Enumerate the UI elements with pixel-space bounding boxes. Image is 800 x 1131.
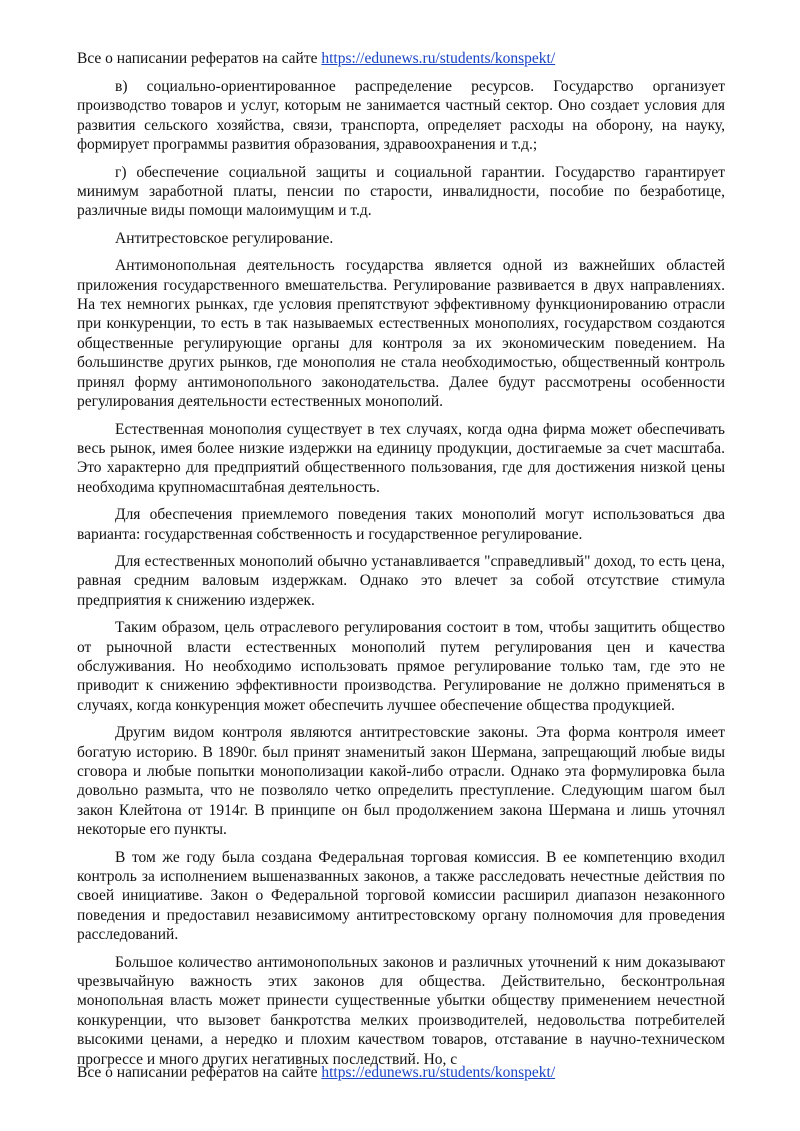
paragraph-importance: Большое количество антимонопольных законов и различных уточнений к ним доказывают чрезвычайную важность этих законов для общества. Действительно, бесконтрольная монопольная власть может принести существенные убытки обществу применением нечестной конкуренции, что вызовет банкротства мелких производителей, недовольства потребителей высокими ценами, а нередко и плохим качеством товаров, отставание в научно-техническом прогрессе и много других негативных последствий. Но, с xyxy=(77,953,725,1068)
header-text: Все о написании рефератов на сайте xyxy=(77,50,322,67)
footer-text: Все о написании рефератов на сайте xyxy=(77,1064,322,1081)
paragraph-fair-income: Для естественных монополий обычно устанавливается "справедливый" доход, то есть цена, равная средним валовым издержкам. Однако это влечет за собой отсутствие стимула предприятия к снижению издержек. xyxy=(77,552,725,609)
section-heading-antitrust: Антитрестовское регулирование. xyxy=(115,229,334,247)
header-link[interactable]: https://edunews.ru/students/konspekt/ xyxy=(321,50,556,67)
paragraph-regulation-goal: Таким образом, цель отраслевого регулирования состоит в том, чтобы защитить общество от рыночной власти естественных монополий путем регулирования цен и качества обслуживания. Но необходимо использовать прямое регулирование только там, где это не приводит к снижению эффективности производства. Регулирование не должно применяться в случаях, когда конкуренция может обеспечить лучшее обеспечение общества продукцией. xyxy=(77,619,725,714)
page-footer xyxy=(77,1063,555,1083)
paragraph-antitrust-laws: Другим видом контроля являются антитрестовские законы. Эта форма контроля имеет богатую историю. В 1890г. был принят знаменитый закон Шермана, запрещающий любые виды сговора и любые попытки монополизации какой-либо отрасли. Однако эта формулировка была довольно размыта, что не позволяло четко определить преступление. Следующим шагом был закон Клейтона от 1914г. В принципе он был продолжением закона Шермана и лишь уточнял некоторые его пункты. xyxy=(77,724,725,839)
paragraph-social-protection: г) обеспечение социальной защиты и социальной гарантии. Государство гарантирует минимум заработной платы, пенсии по старости, инвалидности, пособие по безработице, различные виды помощи малоимущим и т.д. xyxy=(77,163,725,220)
paragraph-antimonopoly-activity: Антимонопольная деятельность государства является одной из важнейших областей приложения государственного вмешательства. Регулирование развивается в двух направлениях. На тех немногих рынках, где условия препятствуют эффективному функционированию отрасли при конкуренции, то есть в так называемых естественных монополиях, государством создаются общественные регулирующие органы для контроля за их экономическим поведением. На большинстве других рынков, где монополия не стала необходимостью, общественный контроль принял форму антимонопольного законодательства. Далее будут рассмотрены особенности регулирования деятельности естественных монополий. xyxy=(77,257,725,411)
paragraph-natural-monopoly: Естественная монополия существует в тех случаях, когда одна фирма может обеспечивать весь рынок, имея более низкие издержки на единицу продукции, достигаемые за счет масштаба. Это характерно для предприятий общественного пользования, где для достижения низкой цены необходима крупномасштабная деятельность. xyxy=(77,420,725,496)
document-body xyxy=(77,77,725,1077)
paragraph-trade-commission: В том же году была создана Федеральная торговая комиссия. В ее компетенцию входил контроль за исполнением вышеназванных законов, а также расследовать нечестные действия по своей инициативе. Закон о Федеральной торговой комиссии расширил диапазон незаконного поведения и предоставил независимому антитрестовскому органу полномочия для проведения расследований. xyxy=(77,848,725,944)
page-header xyxy=(77,49,555,69)
paragraph-resource-distribution: в) социально-ориентированное распределение ресурсов. Государство организует производство товаров и услуг, которым не занимается частный сектор. Оно создает условия для развития сельского хозяйства, связи, транспорта, определяет расходы на оборону, на науку, формирует программы развития образования, здравоохранения и т.д.; xyxy=(77,78,725,154)
paragraph-two-options: Для обеспечения приемлемого поведения таких монополий могут использоваться два варианта: государственная собственность и государственное регулирование. xyxy=(77,506,725,543)
footer-link[interactable]: https://edunews.ru/students/konspekt/ xyxy=(321,1064,556,1081)
